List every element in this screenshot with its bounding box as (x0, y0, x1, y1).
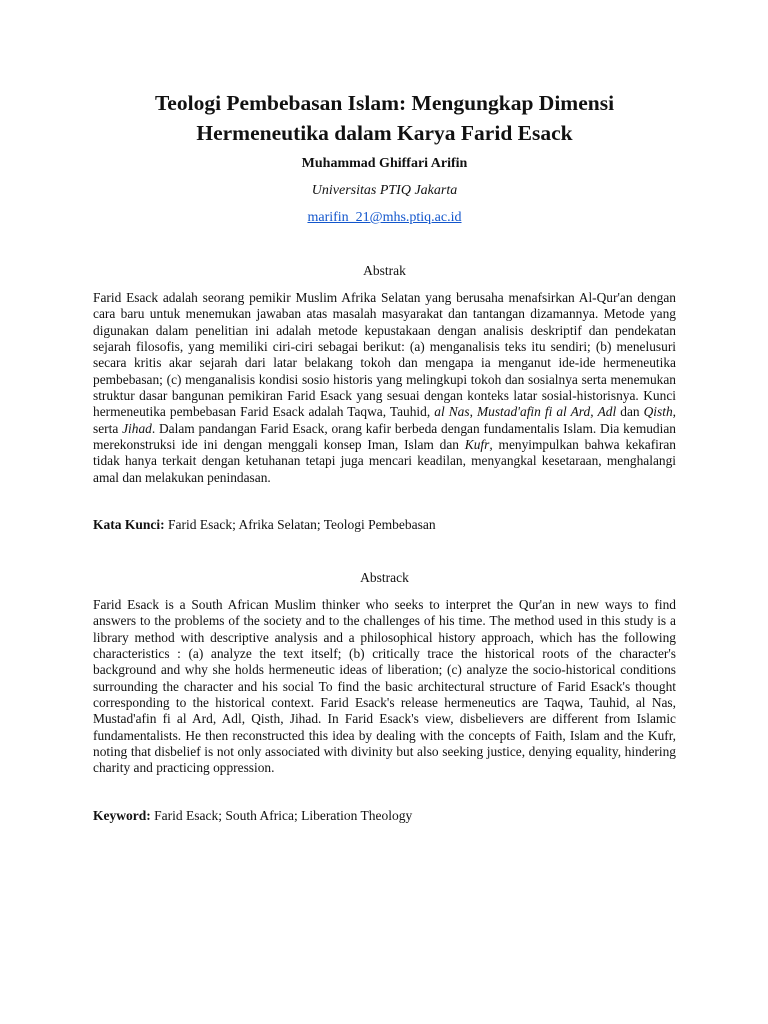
abstract-id-text-6: . Dalam pandangan Farid Esack, orang kafir berbeda dengan fundamentalis Islam. Dia kemudian merekonstruksi ide ini dengan menggali konsep Iman, Islam dan (93, 420, 676, 453)
abstract-id-keywords-label: Kata Kunci: (93, 517, 165, 532)
abstract-id-italic-al-nas: al Nas (434, 404, 470, 420)
abstract-id-body (93, 290, 676, 486)
title-line-2: Hermeneutika dalam Karya Farid Esack (196, 121, 573, 145)
abstract-id-text-4: dan (616, 404, 644, 420)
title-line-1: Teologi Pembebasan Islam: Mengungkap Dimensi (154, 91, 615, 115)
abstract-id-text-5: , serta (93, 404, 677, 436)
abstract-id-italic-kufr: Kufr (464, 437, 490, 453)
author-affiliation: Universitas PTIQ Jakarta (311, 183, 458, 198)
abstract-id-keywords (93, 516, 676, 534)
abstract-id-heading: Abstrak (363, 263, 406, 278)
abstract-en-keywords-list: Farid Esack; South Africa; Liberation Theology (150, 808, 413, 823)
abstract-id-italic-mustadafin: Mustad'afin fi al Ard (476, 404, 591, 420)
abstract-id-italic-adl: Adl (597, 404, 617, 420)
abstract-en-heading: Abstrack (360, 570, 409, 585)
abstract-en-body: Farid Esack is a South African Muslim thinker who seeks to interpret the Qur'an in new ways to find answers to the problems of the society and to the challenges of his time. The method used in this study is a library method with descriptive analysis and a philosophical history approach, which has the following characteristics : (a) analyze the text itself; (b) critically trace the historical roots of the character's background and why she holds hermeneutic ideas of liberation; (c) analyze the socio-historical conditions surrounding the character and his social To find the basic architectural structure of Farid Esack's thought corresponding to the historical context. Farid Esack's release hermeneutics are Taqwa, Tauhid, al Nas, Mustad'afin fi al Ard, Adl, Qisth, Jihad. In Farid Esack's view, disbelievers are different from Islamic fundamentalists. He then reconstructed this idea by dealing with the concepts of Faith, Islam and the Kufr, noting that disbelief is not only associated with divinity but also seeking justice, denying equality, hindering charity and practicing oppression. (93, 597, 676, 776)
abstract-id-keywords-list: Farid Esack; Afrika Selatan; Teologi Pembebasan (164, 517, 436, 532)
abstract-id-text-3: , (590, 404, 598, 420)
abstract-id-text-7: , menyimpulkan bahwa kekafiran tidak hanya terkait dengan ketuhanan tetapi juga mencari keadilan, menyangkal kesetaraan, menghalangi amal dan melakukan penindasan. (93, 437, 676, 485)
abstract-id-text-2: , (469, 404, 477, 420)
abstract-id-italic-jihad: Jihad (122, 420, 152, 436)
author-email-link[interactable]: marifin_21@mhs.ptiq.ac.id (307, 210, 462, 225)
abstract-id-italic-qisth: Qisth (643, 404, 673, 420)
author-email-line (93, 209, 676, 227)
abstract-en-keywords-label: Keyword: (93, 808, 151, 823)
abstract-en-keywords (93, 807, 676, 825)
abstract-id-text-1: Farid Esack adalah seorang pemikir Muslim Afrika Selatan yang berusaha menafsirkan Al-Qur'an dengan cara baru untuk menemukan jawaban atas masalah masyarakat dan tantangan dizamannya. Metode yang digunakan dalam penelitian ini adalah metode kepustakaan dengan analisis deskriptif dan pendekatan sejarah filosofis, yang memiliki ciri-ciri sebagai berikut: (a) menganalisis teks itu sendiri; (b) menelusuri secara kritis akar sejarah dari latar belakang tokoh dan mengapa ia menganut ide-ide hermeneutika pembebasan; (c) menganalisis kondisi sosio historis yang melingkupi tokoh dan sosialnya serta menemukan struktur dasar bangunan pemikiran Farid Esack yang sesuai dengan konteks latar sosial-historisnya. Kunci hermeneutika pembebasan Farid Esack adalah Taqwa, Tauhid, (93, 290, 676, 420)
paper-title (93, 88, 676, 148)
author-name: Muhammad Ghiffari Arifin (301, 156, 468, 171)
